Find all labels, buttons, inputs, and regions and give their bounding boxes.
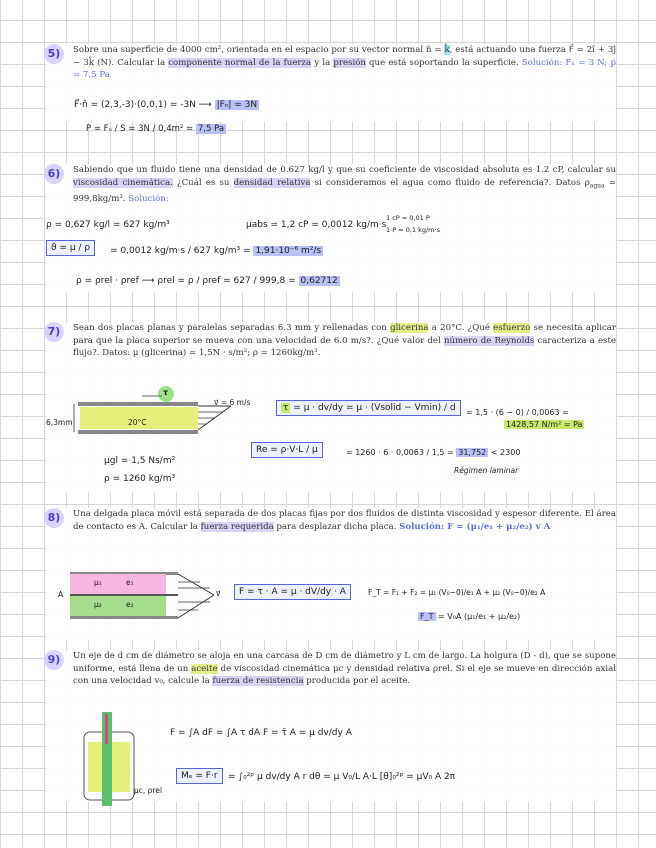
work-line: ρ = 1260 kg/m³ xyxy=(104,474,176,484)
work-line: = 0,0012 kg/m·s / 627 kg/m³ = 1,91·10⁻⁶ m²/s xyxy=(110,246,322,256)
oil-label: μc, ρrel xyxy=(134,786,163,795)
work-line: ρ = ρrel · ρref ⟶ ρrel = ρ / ρref = 627 / 999,8 = 0,62712 xyxy=(76,276,338,286)
work-line: ρ = 0,627 kg/l = 627 kg/m³ xyxy=(46,220,170,230)
note: 1 cP = 0,01 P xyxy=(386,214,430,222)
e2-label: e₂ xyxy=(126,600,134,609)
problem-8 xyxy=(46,508,616,640)
mu1-label: μ₁ xyxy=(94,578,102,587)
problem-number: 8) xyxy=(44,508,64,528)
velocity-label: v⃗ = 6 m/s xyxy=(214,398,251,407)
formula-box: Mₑ = F·r xyxy=(176,768,223,784)
answer-box: 1,91·10⁻⁶ m²/s xyxy=(255,246,322,256)
solution-text: Solución: F = (μ₁/e₁ + μ₂/e₂) v A xyxy=(399,521,551,532)
problem-9 xyxy=(46,650,616,802)
work-line: = ∫₀²ᵖ μ dv/dy A r dθ = μ V₀/L A·L [θ]₀²ᵖ = μV₀ A 2π xyxy=(228,772,456,782)
problem-number: 5) xyxy=(44,44,64,64)
regime-label: Régimen laminar xyxy=(454,466,519,475)
gap-label: 6,3mm xyxy=(46,418,73,427)
answer-box: |Fₙ| = 3N xyxy=(216,100,258,110)
formula-box: F = τ · A = μ · dV/dy · A xyxy=(234,584,351,600)
solution-text: Solución: Fₙ = 3 N; p = 7,5 Pa xyxy=(73,57,616,81)
work-line: F⃗·n̂ = (2,3,-3)·(0,0,1) = -3N ⟶ |Fₙ| = 3N xyxy=(74,100,258,110)
temp-label: 20°C xyxy=(128,418,147,427)
problem-number: 7) xyxy=(44,322,64,342)
answer-box: 7,5 Pa xyxy=(197,124,225,134)
formula-box: ϑ = μ / ρ xyxy=(46,240,95,256)
formula-box: Re = ρ·V·L / μ xyxy=(251,442,323,458)
work-line: = 1,5 · (6 − 0) / 0,0063 = xyxy=(466,408,569,417)
problem-number: 9) xyxy=(44,650,64,670)
work-line: F_T = F₁ + F₂ = μ₁ (V₀−0)/e₁ A + μ₂ (V₀−0)/e₂ A xyxy=(368,588,546,597)
e1-label: e₁ xyxy=(126,578,134,587)
work-line: μgl = 1,5 Ns/m² xyxy=(104,456,176,466)
problem-7 xyxy=(46,322,616,492)
work-line: F_T = V₀A (μ₁/e₁ + μ₂/e₂) xyxy=(420,612,521,621)
problem-6 xyxy=(46,164,616,292)
problem-statement: Sean dos placas planas y paralelas separadas 6.3 mm y rellenadas con glicerina a 20°C. ¿Qué esfuerzo se necesita aplicar para que la placa superior se mueva con una velocidad de 6.0 m/s?. ¿Qué valor del número de Reynolds caracteriza a este flujo?. Datos: μ (glicerina) = 1,5N · s/m²; ρ = 1260kg/m³. xyxy=(73,323,617,359)
tau-label: τ xyxy=(283,403,289,413)
formula-box: τ = μ · dv/dy = μ · (Vsolid − Vmin) / d xyxy=(276,400,461,416)
problem-statement: Un eje de d cm de diámetro se aloja en una carcasa de D cm de diámetro y L cm de largo. La holgura (D - d), que se supone uniforme, está llena de un aceite de viscosidad cinemática μc y densidad relativa ρrel. Si el eje se mueve en dirección axial con una velocidad v₀, calcule la fuerza de resistencia producida por el aceite. xyxy=(73,651,616,687)
problem-5 xyxy=(46,44,616,134)
problem-statement: Una delgada placa móvil está separada de dos placas fijas por dos fluidos de distinta viscosidad y espesor diferente. El área de contacto es A. Calcular la fuerza requerida para desplazar dicha placa. Solución: F = (μ₁/e₁ + μ₂/e₂) v A xyxy=(73,509,616,532)
problem-number: 6) xyxy=(44,164,64,184)
area-label: A xyxy=(58,590,64,599)
problem-statement: Sobre una superficie de 4000 cm², orientada en el espacio por su vector normal n̂ = k̂, está actuando una fuerza F⃗ = 2î + 3ĵ − 3k̂ (N). Calcular la componente normal de la fuerza y la presión que está soportando la superficie. Solución: Fₙ = 3 N; p = 7,5 Pa xyxy=(73,45,616,81)
work-line: P = Fₙ / S = 3N / 0,4m² = 7,5 Pa xyxy=(86,124,225,134)
work-line: = 1260 · 6 · 0,0063 / 1,5 = 31,752 < 2300 xyxy=(346,448,521,457)
work-line: μabs = 1,2 cP = 0,0012 kg/m·s xyxy=(246,220,387,230)
tau-label: τ xyxy=(163,388,169,397)
solution-text: Solución: xyxy=(128,193,169,204)
velocity-label: v⃗ xyxy=(216,589,221,598)
mu2-label: μ₂ xyxy=(94,600,102,609)
answer-box: 1428,57 N/m² = Pa xyxy=(506,420,583,429)
work-line: F = ∫A dF = ∫A τ dA F = τ̄ A = μ dv/dy A xyxy=(170,728,352,738)
shaft-diagram xyxy=(76,712,156,812)
answer-box: 0,62712 xyxy=(300,276,338,286)
answer-box: 31,752 xyxy=(458,448,487,457)
problem-statement: Sabiendo que un fluido tiene una densidad de 0.627 kg/l y que su coeficiente de viscosidad absoluta es 1.2 cP, calcular su viscosidad cinemática. ¿Cuál es su densidad relativa si consideramos el agua como fluido de referencia?. Datos $\rho_{agua} = 999,8kg/m^3$. Solución: xyxy=(73,165,616,204)
note: 1 P = 0,1 kg/m·s xyxy=(386,226,440,234)
